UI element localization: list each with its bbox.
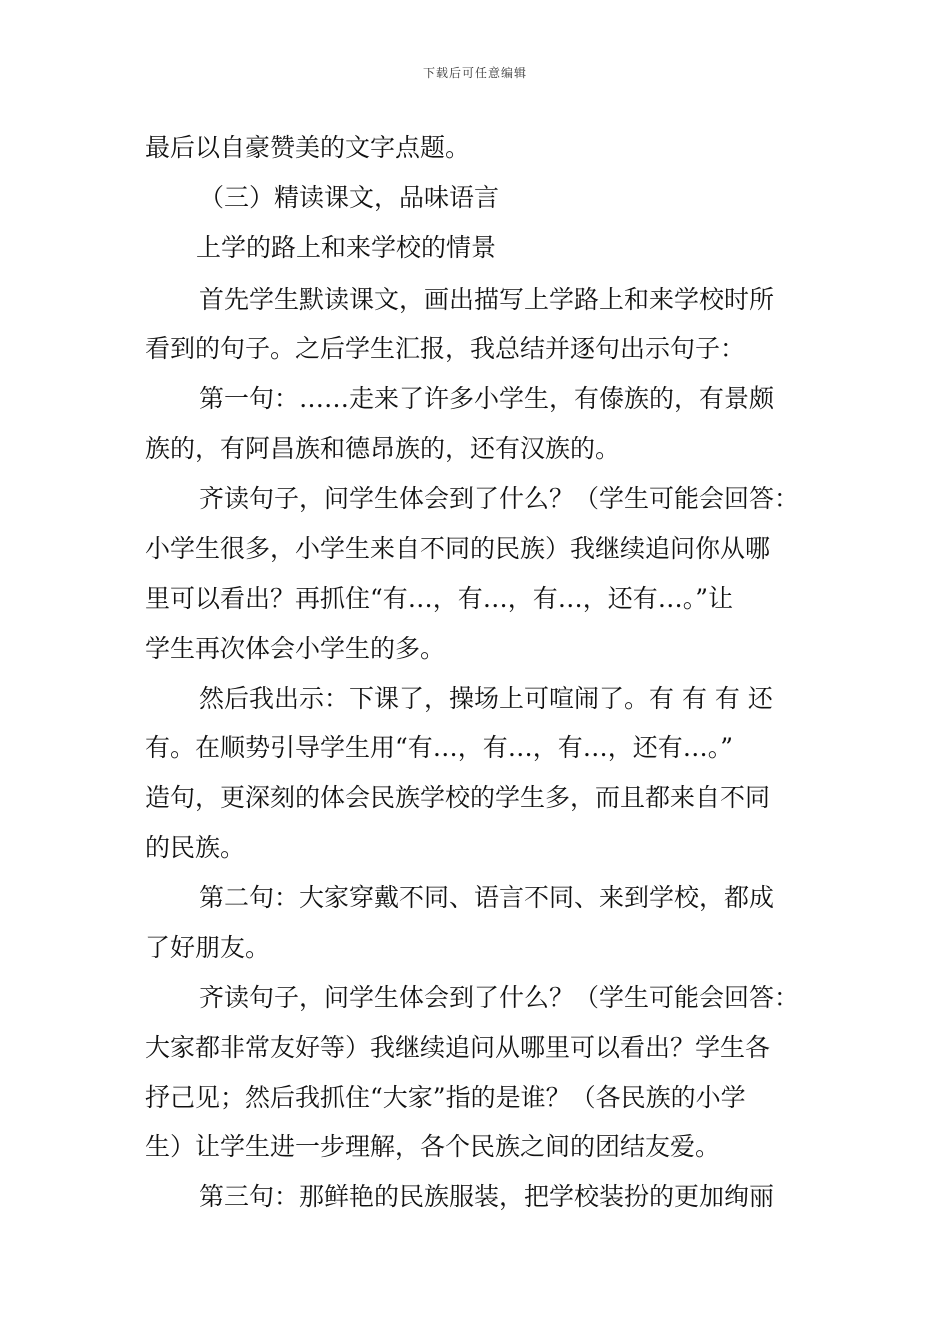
- section-heading: （三）精读课文，品味语言: [199, 183, 500, 212]
- text-line: 有。在顺势引导学生用“有…，有…，有…，还有…。”: [145, 733, 734, 762]
- text-line: 族的，有阿昌族和德昂族的，还有汉族的。: [145, 434, 621, 463]
- text-line: 第二句：大家穿戴不同、语言不同、来到学校，都成: [199, 883, 775, 912]
- text-line: 第一句：……走来了许多小学生，有傣族的，有景颇: [199, 384, 775, 413]
- text-line: 造句，更深刻的体会民族学校的学生多，而且都来自不同: [145, 783, 771, 812]
- text-line: 的民族。: [145, 833, 246, 862]
- text-line: 第三句：那鲜艳的民族服装，把学校装扮的更加绚丽: [199, 1182, 775, 1211]
- text-line: 然后我出示：下课了，操场上可喧闹了。有 有 有 还: [199, 684, 773, 713]
- text-line: 最后以自豪赞美的文字点题。: [145, 133, 471, 162]
- text-line: 首先学生默读课文，画出描写上学路上和来学校时所: [199, 285, 775, 314]
- text-line: 学生再次体会小学生的多。: [145, 634, 446, 663]
- text-line: 小学生很多，小学生来自不同的民族）我继续追问你从哪: [145, 534, 771, 563]
- text-line: 生）让学生进一步理解，各个民族之间的团结友爱。: [145, 1132, 721, 1161]
- text-line: 里可以看出？再抓住“有…，有…，有…，还有…。”让: [145, 584, 734, 613]
- subsection-heading: 上学的路上和来学校的情景: [196, 233, 497, 262]
- text-line: 了好朋友。: [145, 933, 271, 962]
- text-line: 抒己见；然后我抓住“大家”指的是谁？（各民族的小学: [145, 1083, 746, 1112]
- text-line: 看到的句子。之后学生汇报，我总结并逐句出示句子：: [145, 334, 746, 363]
- text-line: 大家都非常友好等）我继续追问从哪里可以看出？学生各: [145, 1033, 771, 1062]
- text-line: 齐读句子，问学生体会到了什么？（学生可能会回答：: [199, 983, 800, 1012]
- text-line: 齐读句子，问学生体会到了什么？（学生可能会回答：: [199, 484, 800, 513]
- page-header: 下载后可任意编辑: [422, 66, 527, 80]
